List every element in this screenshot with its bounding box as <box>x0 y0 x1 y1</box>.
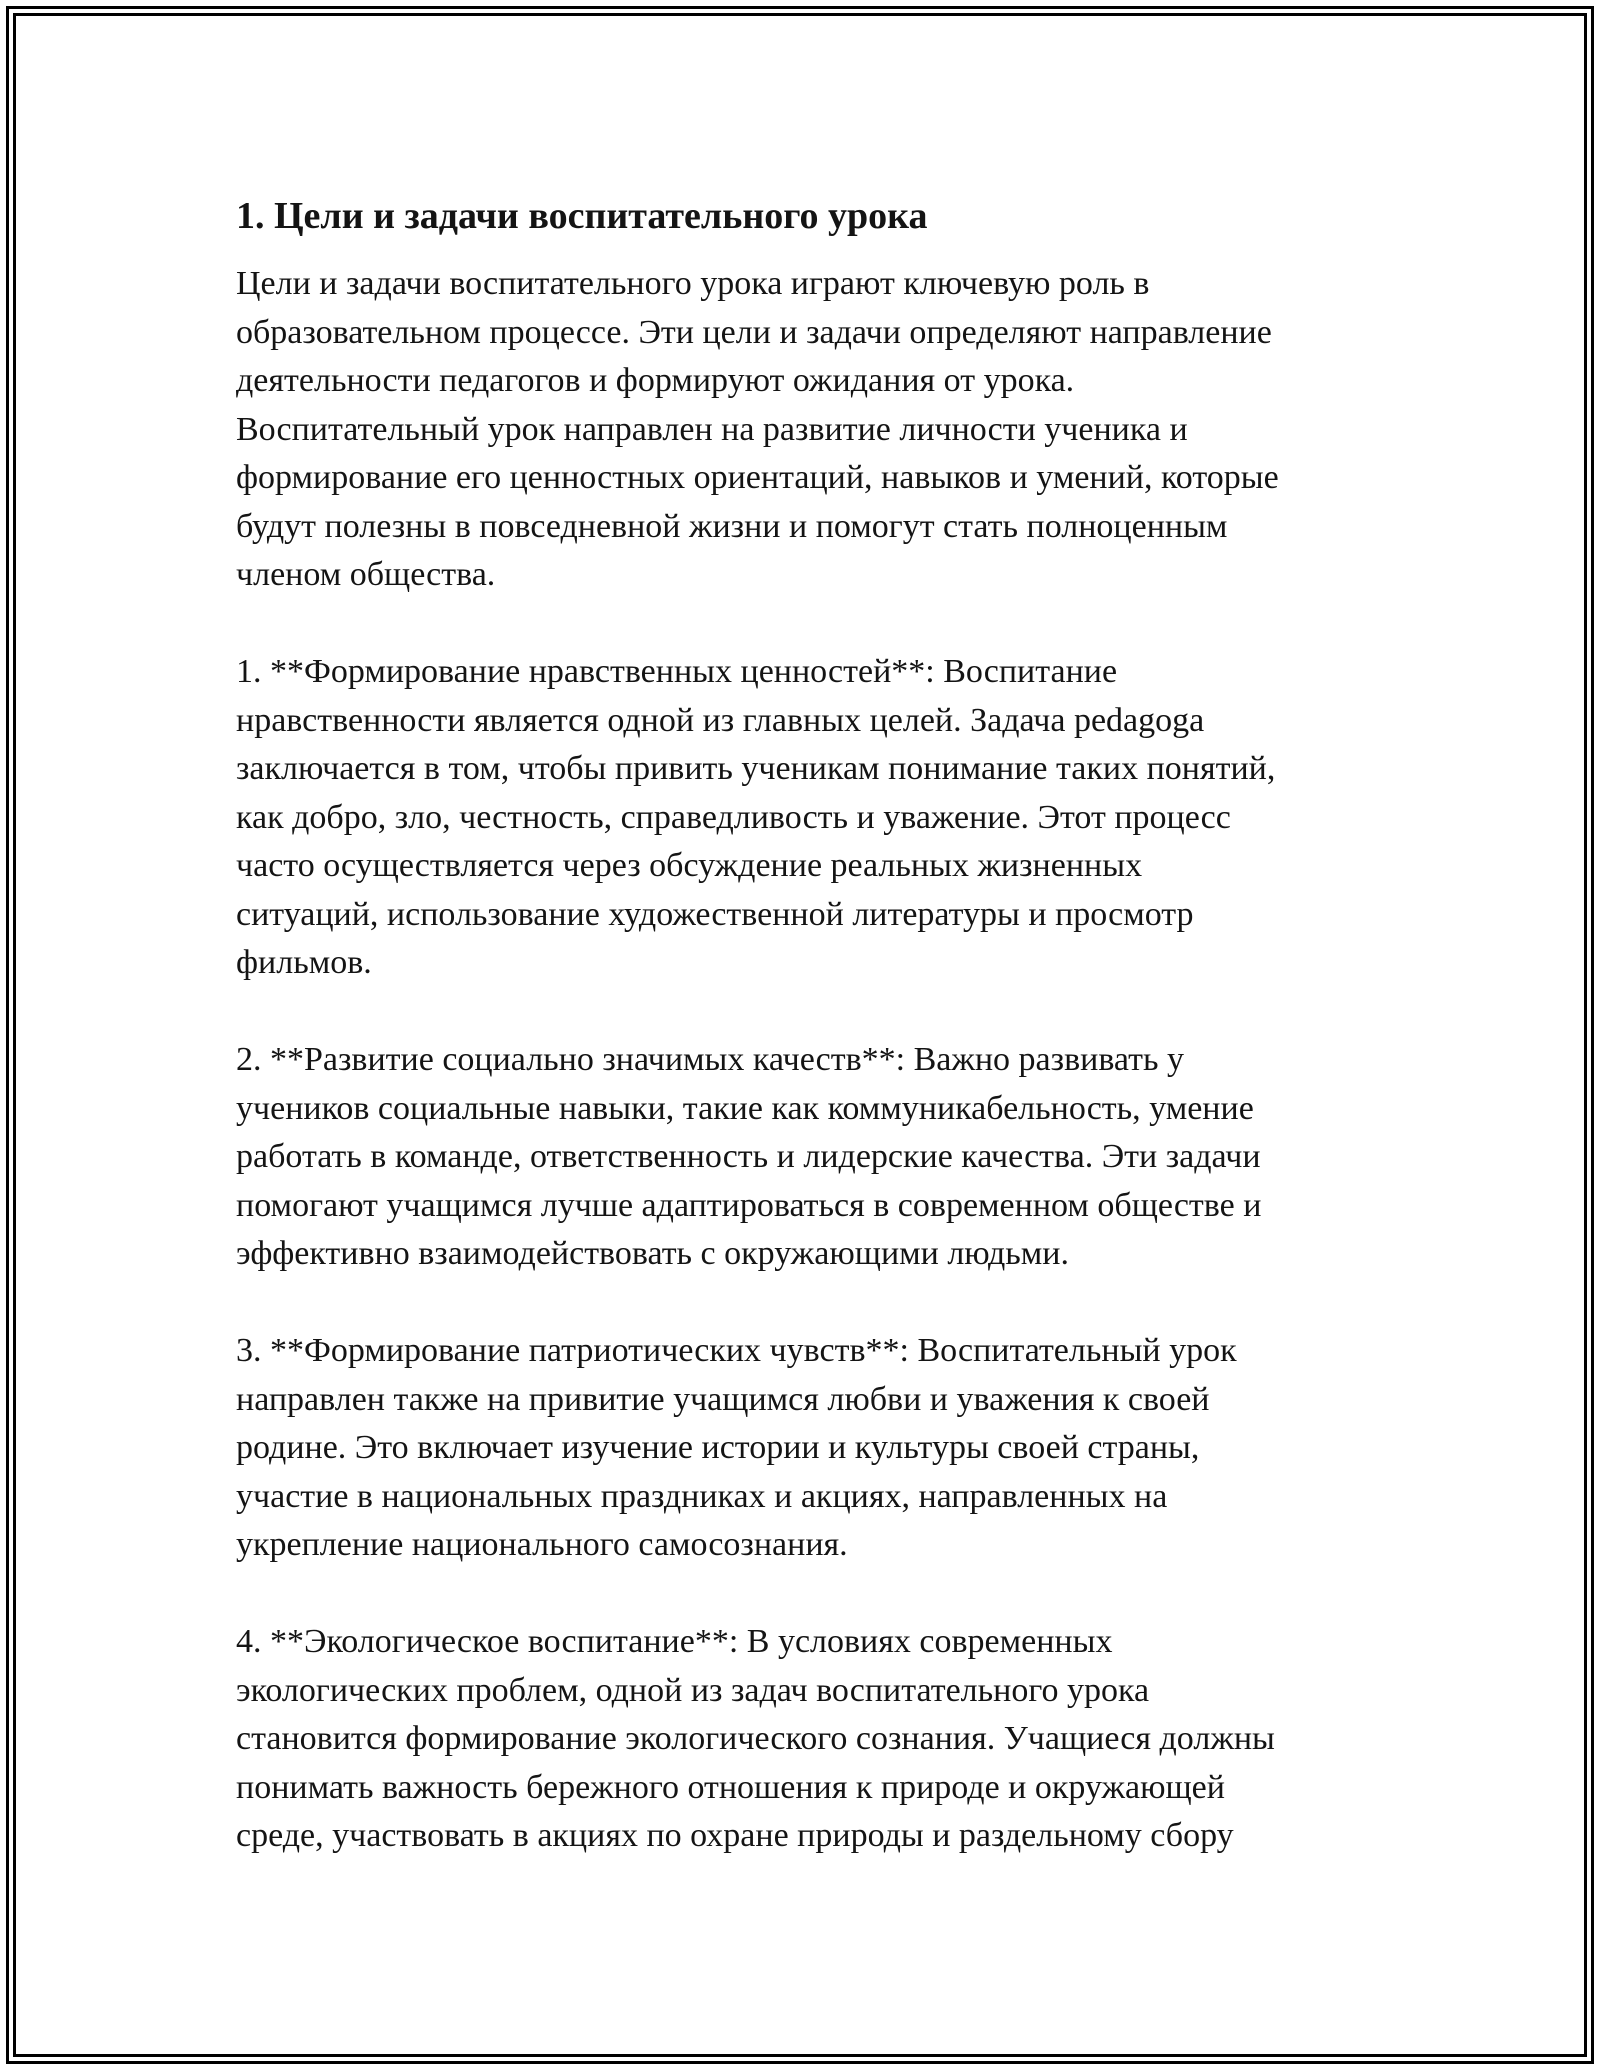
list-item-social-qualities: 2. **Развитие социально значимых качеств**: Важно развивать у учеников социальные навыки, такие как коммуникабельность, умение работать в команде, ответственность и лидерские качества. Эти задачи помогают учащимся лучше адаптироваться в современном обществе и эффективно взаимодействовать с окружающими людьми. <box>236 1041 1262 1272</box>
list-item-patriotic-feelings: 3. **Формирование патриотических чувств**: Воспитательный урок направлен также на привитие учащимся любви и уважения к своей родине. Это включает изучение истории и культуры своей страны, участие в национальных праздниках и акциях, направленных на укрепление национального самосознания. <box>236 1332 1237 1563</box>
list-item-ecological-education: 4. **Экологическое воспитание**: В условиях современных экологических проблем, одной из задач воспитательного урока становится формирование экологического сознания. Учащиеся должны понимать важность бережного отношения к природе и окружающей среде, участвовать в акциях по охране природы и раздельному сбору <box>236 1623 1275 1854</box>
intro-paragraph: Цели и задачи воспитательного урока играют ключевую роль в образовательном процессе. Эти цели и задачи определяют направление деятельности педагогов и формируют ожидания от урока. Воспитательный урок направлен на развитие личности ученика и формирование его ценностных ориентаций, навыков и умений, которые будут полезны в повседневной жизни и помогут стать полноценным членом общества. <box>236 265 1279 593</box>
document-body <box>236 190 1386 1861</box>
section-heading: 1. Цели и задачи воспитательного урока <box>236 195 928 237</box>
list-item-moral-values: 1. **Формирование нравственных ценностей**: Воспитание нравственности является одной из главных целей. Задача pedagoga заключается в том, чтобы привить ученикам понимание таких понятий, как добро, зло, честность, справедливость и уважение. Этот процесс часто осуществляется через обсуждение реальных жизненных ситуаций, использование художественной литературы и просмотр фильмов. <box>236 653 1276 981</box>
